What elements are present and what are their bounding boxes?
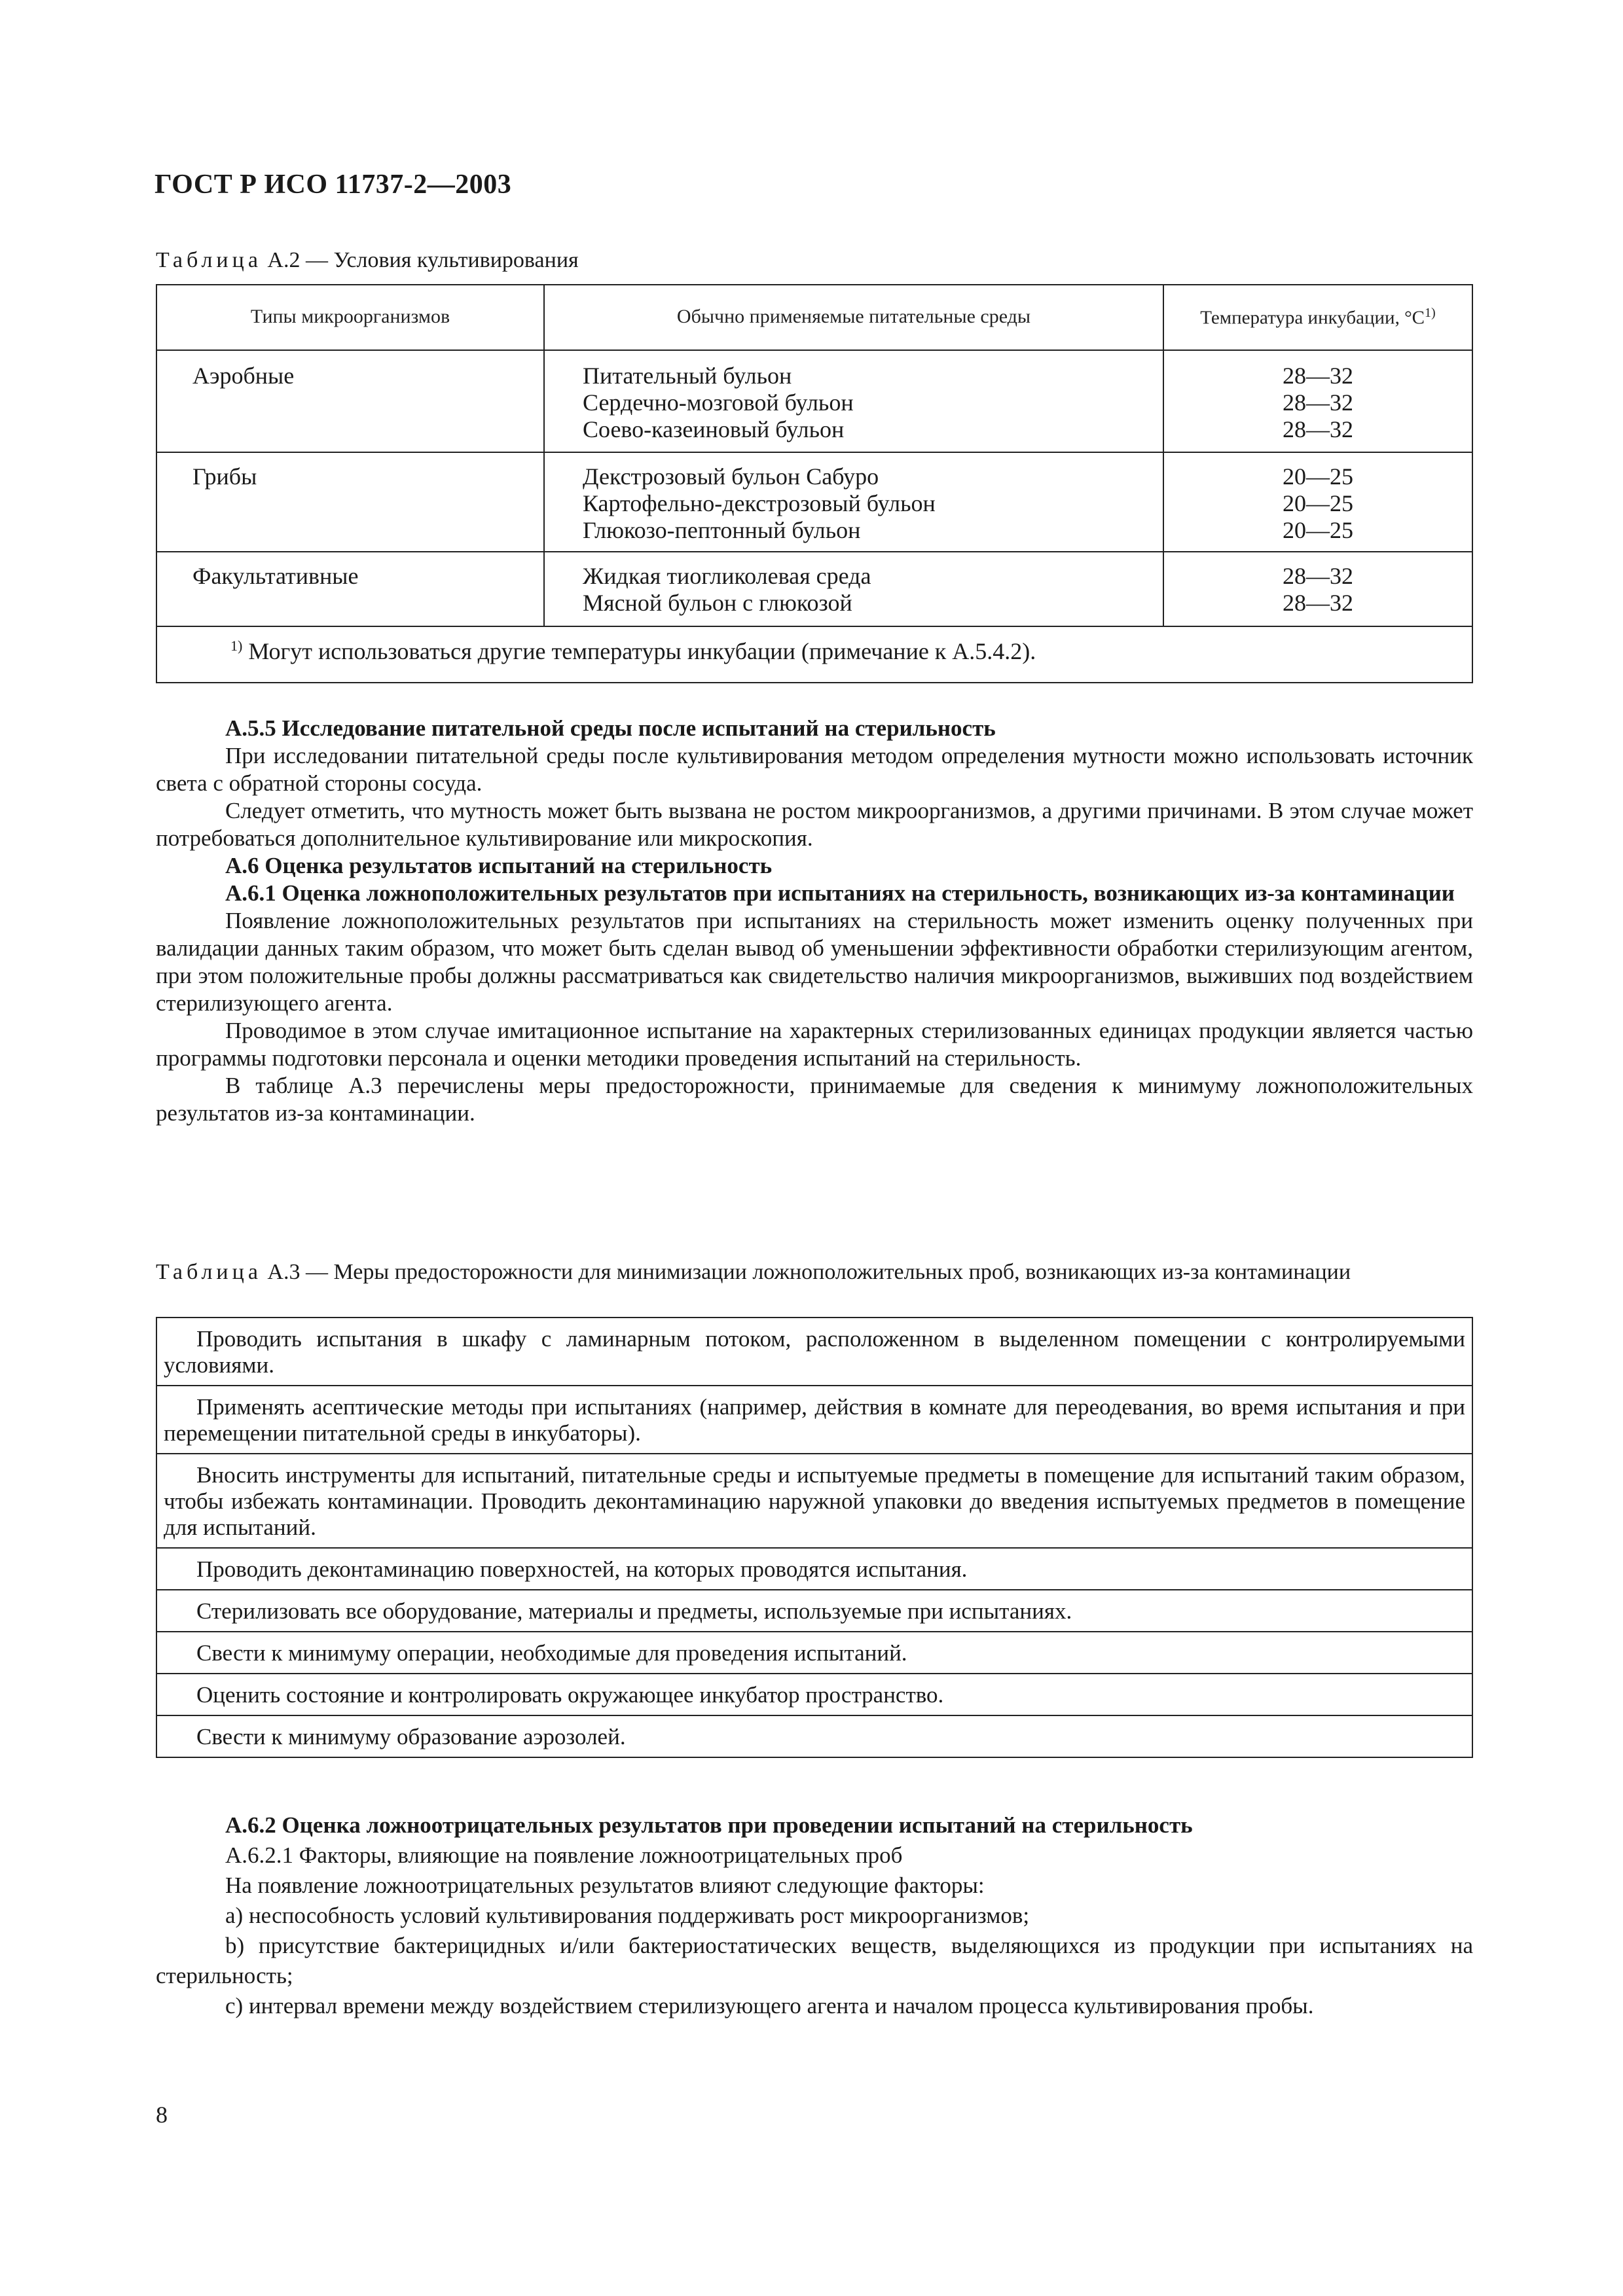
- list-item: b) присутствие бактерицидных и/или бактериостатических веществ, выделяющихся из продукции при испытаниях на стерильность;: [156, 1933, 1473, 1988]
- table-a3-caption: [156, 1259, 1473, 1285]
- table-a2-caption: [156, 247, 579, 274]
- table-row-type: Грибы: [192, 463, 257, 490]
- table-a3-caption-label: Таблица: [156, 1260, 262, 1284]
- table-a3: [156, 1317, 1473, 1758]
- table-row-temps: 28—32 28—32: [1283, 563, 1353, 616]
- section-heading-a61: А.6.1 Оценка ложноположительных результатов при испытаниях на стерильность, возникающих из-за контаминации: [225, 880, 1455, 906]
- table-row-temps: 28—32 28—32 28—32: [1283, 363, 1353, 442]
- table-row-media: Жидкая тиогликолевая среда Мясной бульон с глюкозой: [583, 563, 871, 616]
- table-row: Применять асептические методы при испытаниях (например, действия в комнате для переодевания, во время испытания и при перемещении питательной среды в инкубаторы).: [157, 1386, 1472, 1454]
- paragraph: Появление ложноположительных результатов при испытаниях на стерильность может изменить оценку полученных при валидации данных таким образом, что может быть сделан вывод об уменьшении эффективности обработки стерилизующим агентом, при этом положительные пробы должны рассматриваться как свидетельство наличия микроорганизмов, выживших под воздействием стерилизующего агента.: [156, 908, 1473, 1016]
- table-a2: [156, 284, 1473, 683]
- section-a62: [156, 1810, 1473, 2021]
- paragraph: При исследовании питательной среды после культивирования методом определения мутности можно использовать источник света с обратной стороны сосуда.: [156, 743, 1473, 796]
- table-row: Свести к минимуму операции, необходимые для проведения испытаний.: [157, 1632, 1472, 1674]
- table-row-media: Декстрозовый бульон Сабуро Картофельно-декстрозовый бульон Глюкозо-пептонный бульон: [583, 463, 936, 543]
- page-number: 8: [156, 2102, 168, 2128]
- table-a2-caption-text: А.2 — Условия культивирования: [261, 248, 579, 272]
- table-a3-caption-text: А.3 — Меры предосторожности для минимизации ложноположительных проб, возникающих из-за контаминации: [261, 1260, 1351, 1284]
- table-row: Свести к минимуму образование аэрозолей.: [196, 1724, 626, 1749]
- table-row: Оценить состояние и контролировать окружающее инкубатор пространство.: [157, 1674, 1472, 1716]
- paragraph: Проводимое в этом случае имитационное испытание на характерных стерилизованных единицах продукции является частью программы подготовки персонала и оценки методики проведения испытаний на стерильность.: [156, 1018, 1473, 1071]
- list-item: с) интервал времени между воздействием стерилизующего агента и началом процесса культивирования пробы.: [225, 1993, 1314, 2018]
- column-header-media: Обычно применяемые питательные среды: [676, 306, 1031, 327]
- paragraph: На появление ложноотрицательных результатов влияют следующие факторы:: [225, 1873, 985, 1898]
- table-row-temps: 20—25 20—25 20—25: [1283, 463, 1353, 543]
- table-row-type: Аэробные: [192, 363, 295, 389]
- table-row: Проводить испытания в шкафу с ламинарным потоком, расположенном в выделенном помещении с контролируемыми условиями.: [157, 1318, 1472, 1386]
- paragraph: Следует отметить, что мутность может быть вызвана не ростом микроорганизмов, а другими причинами. В этом случае может потребоваться дополнительное культивирование или микроскопия.: [156, 798, 1473, 851]
- table-a2-footnote: $^{1)}$ Могут использоваться другие температуры инкубации (примечание к А.5.4.2).: [230, 637, 1036, 664]
- section-heading-a621: А.6.2.1 Факторы, влияющие на появление ложноотрицательных проб: [225, 1842, 903, 1868]
- list-item: а) неспособность условий культивирования поддерживать рост микроорганизмов;: [225, 1903, 1030, 1928]
- section-heading-a55: А.5.5 Исследование питательной среды после испытаний на стерильность: [225, 715, 996, 741]
- section-heading-a62: А.6.2 Оценка ложноотрицательных результатов при проведении испытаний на стерильность: [225, 1812, 1193, 1838]
- document-header: ГОСТ Р ИСО 11737-2—2003: [155, 170, 512, 200]
- section-a55-a6: [156, 715, 1473, 1127]
- table-a2-caption-label: Таблица: [156, 248, 262, 272]
- table-row: Проводить деконтаминацию поверхностей, на которых проводятся испытания.: [157, 1549, 1472, 1590]
- paragraph: В таблице А.3 перечислены меры предосторожности, принимаемые для сведения к минимуму ложноположительных результатов из-за контаминации.: [156, 1073, 1473, 1126]
- column-header-temperature: Температура инкубации, $^\circ С^{1)}$: [1200, 306, 1436, 329]
- table-row: Стерилизовать все оборудование, материалы и предметы, используемые при испытаниях.: [157, 1590, 1472, 1632]
- table-row-type: Факультативные: [192, 563, 359, 589]
- section-heading-a6: А.6 Оценка результатов испытаний на стерильность: [225, 853, 773, 878]
- table-row: Вносить инструменты для испытаний, питательные среды и испытуемые предметы в помещение для испытаний таким образом, чтобы избежать контаминации. Проводить деконтаминацию наружной упаковки до введения испытуемых предметов в помещение для испытаний.: [157, 1454, 1472, 1549]
- column-header-types: Типы микроорганизмов: [250, 306, 450, 327]
- table-row-media: Питательный бульон Сердечно-мозговой бульон Соево-казеиновый бульон: [583, 363, 854, 442]
